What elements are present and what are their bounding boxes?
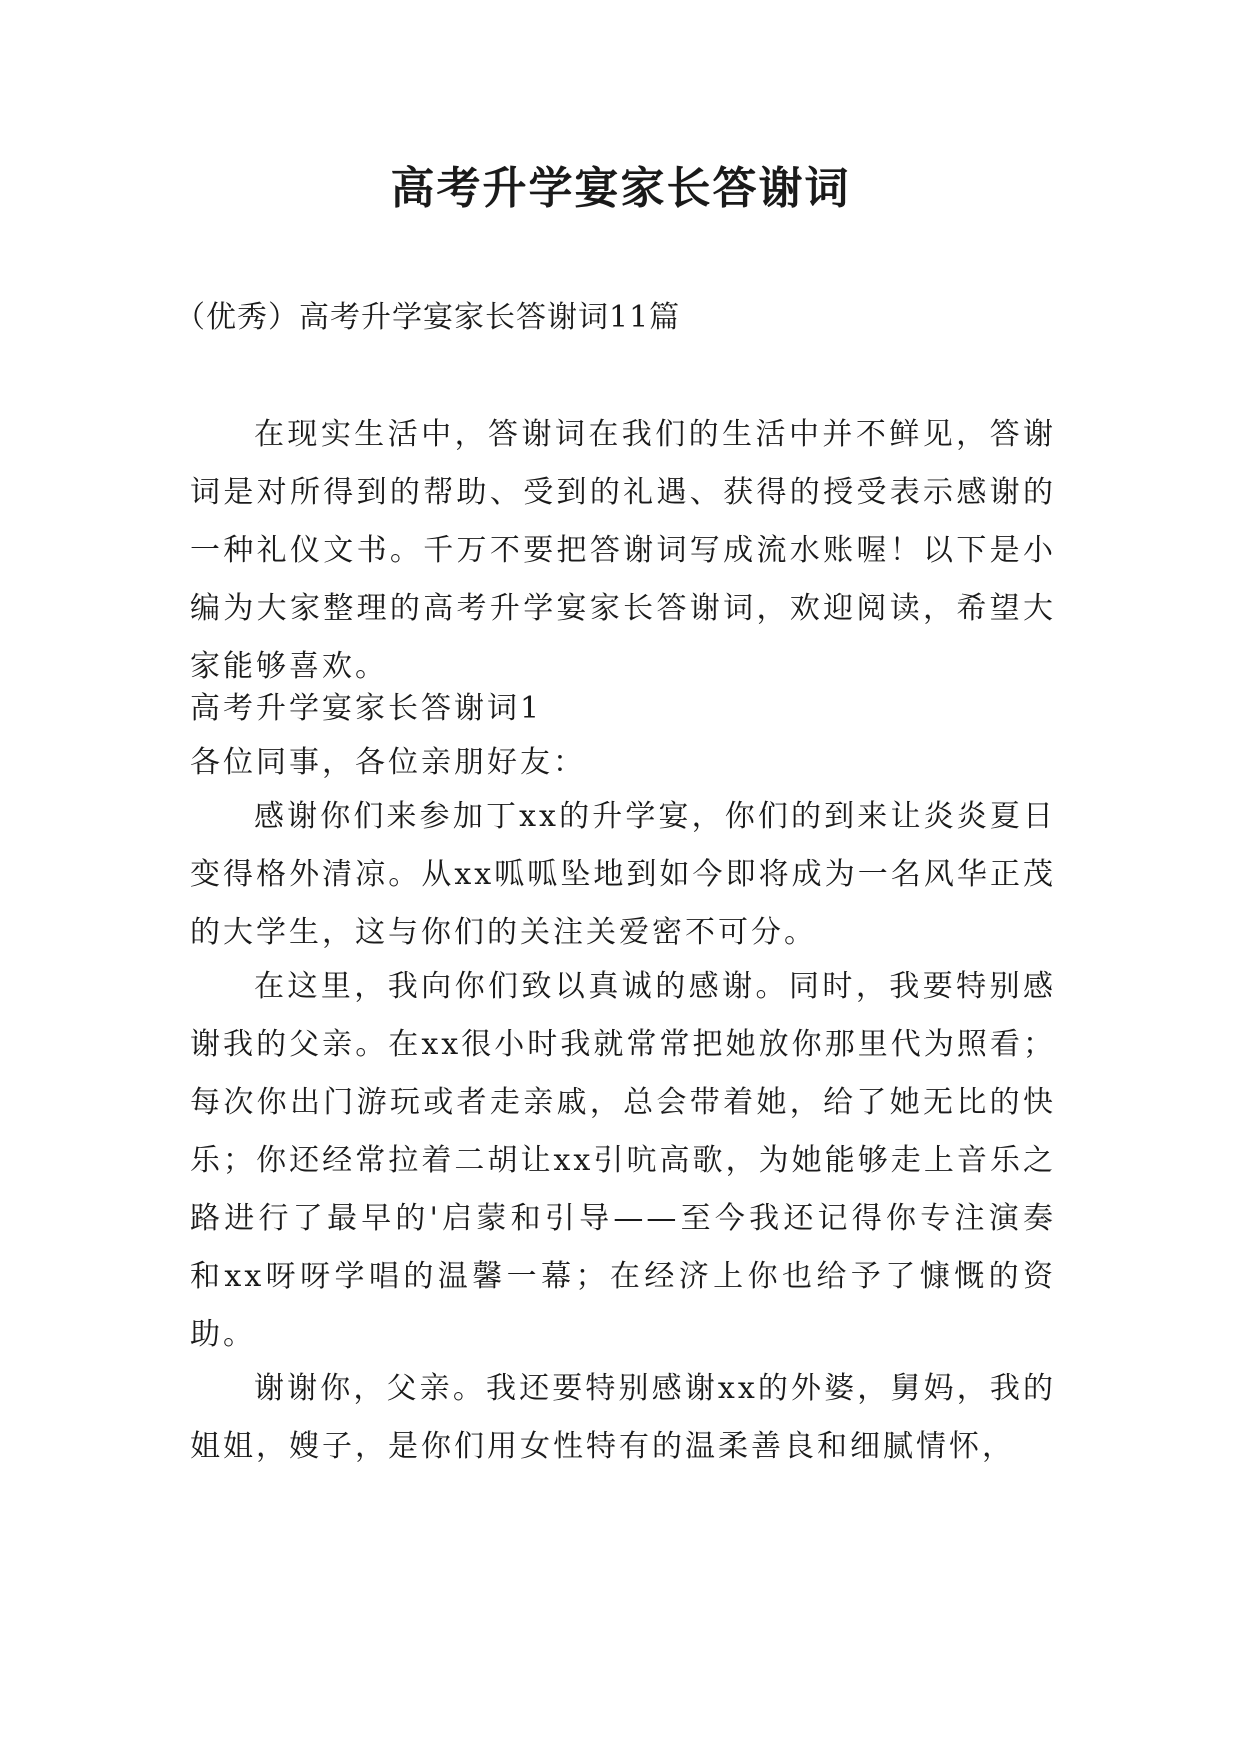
body-paragraph-1: 感谢你们来参加丁xx的升学宴，你们的到来让炎炎夏日变得格外清凉。从xx呱呱坠地到如今即将成为一名风华正茂的大学生，这与你们的关注关爱密不可分。 xyxy=(190,799,1056,950)
body-paragraph-3: 谢谢你，父亲。我还要特别感谢xx的外婆，舅妈，我的姐姐，嫂子，是你们用女性特有的温柔善良和细腻情怀， xyxy=(190,1371,1056,1464)
document-subtitle: （优秀）高考升学宴家长答谢词11篇 xyxy=(175,300,681,335)
body-paragraph-2: 在这里，我向你们致以真诚的感谢。同时，我要特别感谢我的父亲。在xx很小时我就常常把她放你那里代为照看；每次你出门游玩或者走亲戚，总会带着她，给了她无比的快乐；你还经常拉着二胡让xx引吭高歌，为她能够走上音乐之路进行了最早的'启蒙和引导——至今我还记得你专注演奏和xx呀呀学唱的温馨一幕；在经济上你也给予了慷慨的资助。 xyxy=(190,969,1056,1352)
document-title: 高考升学宴家长答谢词 xyxy=(390,163,851,214)
section-heading: 高考升学宴家长答谢词1 xyxy=(190,691,543,726)
intro-paragraph: 在现实生活中，答谢词在我们的生活中并不鲜见，答谢词是对所得到的帮助、受到的礼遇、获得的授受表示感谢的一种礼仪文书。千万不要把答谢词写成流水账喔！以下是小编为大家整理的高考升学宴家长答谢词，欢迎阅读，希望大家能够喜欢。 xyxy=(190,417,1056,684)
greeting-line: 各位同事，各位亲朋好友： xyxy=(190,745,586,780)
